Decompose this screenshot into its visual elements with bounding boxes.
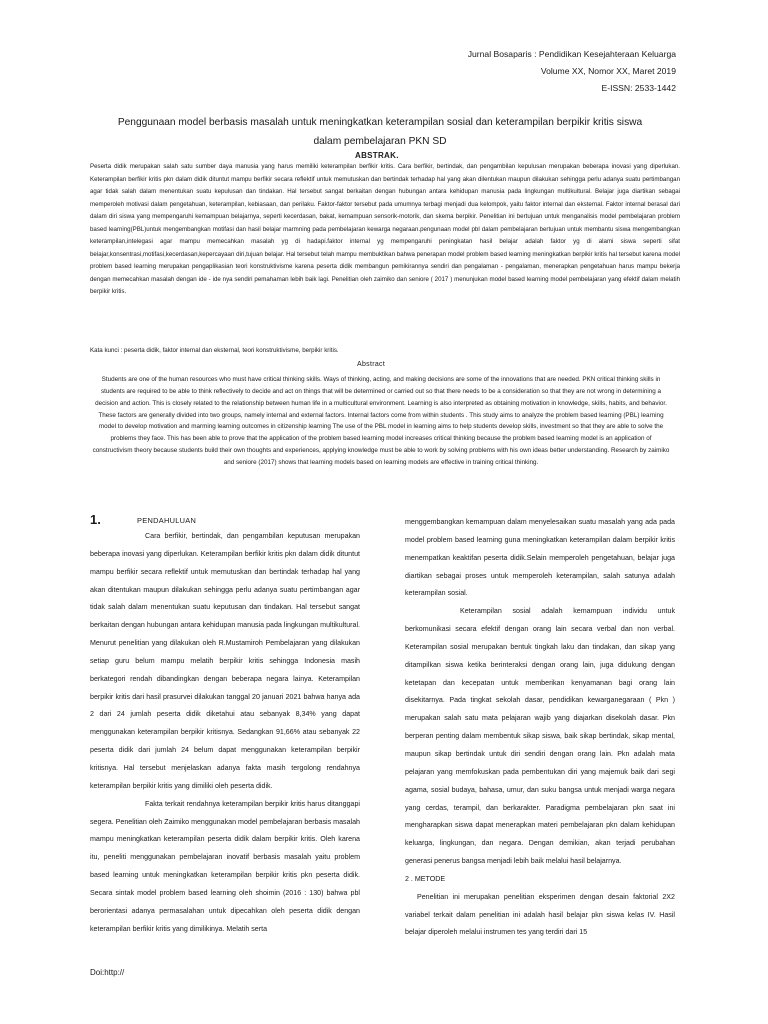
- abstrak-heading: ABSTRAK.: [355, 151, 399, 160]
- doi-footer: Doi:http://: [90, 968, 125, 977]
- intro-paragraph-3: menggembangkan kemampuan dalam menyelesaikan suatu masalah yang ada pada model problem based learning guna meningkatkan keterampilan dalam berpikir kritis menempatkan keaktifan peserta didik.Selain memperoleh pengetahuan, belajar juga diartikan sebagai proses untuk memperoleh keterampilan, salah satunya adalah keterampilan sosial.: [405, 518, 675, 598]
- journal-name: Jurnal Bosaparis : Pendidikan Kesejahteraan Keluarga: [467, 49, 676, 59]
- method-paragraph-1: Penelitian ini merupakan penelitian eksperimen dengan desain faktorial 2X2 variabel terkait dalam penelitian ini adalah hasil belajar pkn siswa kelas IV. Hasil belajar diperoleh melalui instrumen tes yang terdiri dari 15: [405, 892, 675, 937]
- journal-meta: [468, 46, 676, 97]
- left-column: [90, 528, 360, 938]
- intro-paragraph-2: Fakta terkait rendahnya keterampilan berpikir kritis harus ditanggapi segera. Penelitian oleh Zaimiko menggunakan model pembelajaran berbasis masalah mampu meningkatkan keterampilan peserta didik dalam berpikir kritis. Oleh karena itu, peneliti menggunakan pembelajaran inovatif berbasis masalah yaitu problem based learning untuk meningkatkan keterampilan berpikir kritis pkn peserta didik. Secara sintak model problem based learning oleh shoimin (2016 : 130) bahwa pbl berorientasi adanya permasalahan untuk dipecahkan oleh peserta didik dengan keterampilan berfikir kritis yang dimilikinya. Melatih serta: [90, 799, 360, 933]
- right-column: [405, 514, 675, 942]
- journal-eissn: E-ISSN: 2533-1442: [601, 83, 676, 93]
- section-heading: PENDAHULUAN: [137, 516, 197, 525]
- intro-paragraph-4: Keterampilan sosial adalah kemampuan individu untuk berkomunikasi secara efektif dengan orang lain secara verbal dan non verbal. Keterampilan sosial merupakan bentuk tingkah laku dan tindakan, dan sikap yang ditampilkan siswa ketika berinteraksi dengan orang lain, juga didukung dengan ketetapan dan kecepatan untuk memberikan kenyamanan bagi orang lain disekitarnya. Pada tingkat sekolah dasar, pendidikan kewarganegaraan ( Pkn ) merupakan salah satu mata pelajaran wajib yang diajarkan disekolah dasar. Pkn berperan penting dalam membentuk sikap siswa, baik sikap bertindak, sikap mental, maupun sikap bertindak untuk diri sendiri dengan orang lain. Pkn adalah mata pelajaran yang memfokuskan pada pembentukan diri yang majemuk baik dari segi agama, sosial budaya, bahasa, umur, dan suku bangsa untuk menjadi warga negara yang cerdas, terampil, dan berkarakter. Paradigma pembelajaran pkn saat ini mengharapkan siswa dapat menerapkan materi pembelajaran pkn dalam kehidupan keluarga, lingkungan, dan negara. Dengan demikian, akan terjadi perubahan generasi penerus bangsa menjadi lebih baik melalui hasil belajarnya.: [405, 607, 675, 866]
- section-number: 1.: [90, 512, 101, 527]
- paper-title: Penggunaan model berbasis masalah untuk meningkatkan keterampilan sosial dan keterampilan berpikir kritis siswa dalam pembelajaran PKN SD: [117, 117, 643, 147]
- keywords: Kata kunci : peserta didik, faktor internal dan eksternal, teori konstruktivisme, berpikir kritis.: [90, 347, 339, 354]
- abstract-body: [92, 374, 670, 469]
- intro-paragraph-1: Cara berfikir, bertindak, dan pengambilan keputusan merupakan beberapa inovasi yang diperlukan. Keterampilan berfikir kritis pkn dalam didik dituntut mampu berfikir secara reflektif untuk memutuskan dan bertindak terhadap hal yang akan ditentukan maupun dilakukan sehingga perlu adanya suatu pertimbangan agar tidak salah dalam menentukan suatu keputusan dan tindakan. Hal tersebut sangat berkaitan dengan hubungan antara kehidupan manusia pada lingkungan multikultural. Menurut penelitian yang dilakukan oleh R.Mustamiroh Pembelajaran yang dilakukan setiap guru belum mampu melatih berpikir kritis sehingga Indonesia masih berkategori rendah dibandingkan dengan beberapa negara lainya. Keterampilan berpikir kritis dari hasil prasurvei dilakukan tanggal 20 januari 2021 bahwa hanya ada 2 dari 24 jumlah peserta didik diketahui atau sebanyak 8,34% yang dapat menggunakan keterampilan berpikir kritisnya. Sedangkan 91,66% atau sebanyak 22 peserta didik dari jumlah 24 belum dapat menggunakan keterampilan berpikir kritisnya. Hal tersebut menjelaskan adanya fakta masih tergolong rendahnya keterampilan berpikir kritis yang dimiliki oleh peserta didik.: [90, 532, 360, 790]
- abstract-text: Students are one of the human resources who must have critical thinking skills. Ways of thinking, acting, and making decisions are some of the innovations that are needed. PKN critical thinking skills in students are required to be able to think reflectively to decide and act on things that will be determined or carried out so that there needs to be a consideration so that they are not wrong in determining a decision and action. This is closely related to the relationship between human life in a multicultural environment. Learning is also interpreted as obtaining motivation in knowledge, skills, habits, and behavior. These factors are generally divided into two groups, namely internal and external factors. Internal factors come from within students . This study aims to analyze the problem based learning (PBL) learning model to develop motivation and marming learning outcomes in citizenship learning The use of the PBL model in learning aims to help students develop skills, investment so that they are able to solve the problems they face. This has been able to prove that the application of the problem based learning model increases critical thinking because the problem based learning model is an application of constructivism theory because students build their own thoughts and experiences, applying knowledge must be able to work by solving problems with his own ideas better understanding. Research by zaimiko and seniore (2017) shows that learning models based on learning models are effective in training critical thinking.: [92, 376, 670, 466]
- abstrak-body: [90, 161, 680, 299]
- abstrak-text: Peserta didik merupakan salah satu sumber daya manusia yang harus memiliki keterampilan berfikir kritis. Cara berfikir, bertindak, dan pengambilan kepulusan merupakan beberapa inovasi yang diperlukan. Keterampilan berfikir kritis pkn dalam didik dituntut mampu berfikir secara reflektif untuk memutuskan dan bertindak terhadap hal yang akan dilentukan maupun dilakukan sehingga perlu adanya suatu pertimbangan agar tidak salah dalam menentukan suatu kepulusan dan tindakan. Hal tersebut sangat berkaitan dengan hubungan antara kehidupan manusia pada lingkungan multikultural. Belajar juga diartikan sebagai memperoleh motivasi dalam pengetahuan, keterampilan, kebiasaan, dan perilaku. Faktor-faktor tersebut pada umumnya terbagi menjadi dua kelompok, yaitu faktor internal dan eksternal. Faktor internal berasal dari dalam diri siswa yang mempengaruhi kemampuan belajarnya, seperti kecerdasan, bakat, kemampuan sensorik-motorik, dan skema berpikir. Penelitian ini bertujuan untuk menganalisis model pembelajaran problem based learning(PBL)untuk mengembangkan motifasi dan hasil belajar marmning pada pembelajaran kewarga negaraan.pengunaan model pbl dalam pembelajaran bertujuan untuk membantu siswa mengembangkan keterampilan,intelegasi agar mampu memecahkan masalah yg di hadapi.faktor internal yg mempengaruhi peningkatan hasil belajar adalah faktor yg di alami siswa seperti sifat belajar,konsentrasi,motifasi,kecerdasan,kepercayaan diri,tujuan belajar. Hal tersebut telah mampu membuktikan bahwa penerapan model problem based learning meningkatkan berpikir kritis hal tersebut karena model problem based learning merupakan pengaplikasian teori konstruktivisme karena peserta didik membangun pemikirannya sendiri dan pengalaman - pengalaman, menerapkan pengetahuan harus mampu bekerja dengan memecahkan masalah dengan ide - ide nya sendiri pemahaman lebih baik lagi. Penelitian oleh zaimiko dan seniore ( 2017 ) menunjukan model based learning model pembelajaran yang efektif dalam melatih berpikir kritis.: [90, 163, 680, 296]
- abstract-heading: Abstract: [357, 361, 386, 368]
- method-heading: 2 . METODE: [405, 874, 446, 883]
- journal-volume: Volume XX, Nomor XX, Maret 2019: [540, 66, 676, 76]
